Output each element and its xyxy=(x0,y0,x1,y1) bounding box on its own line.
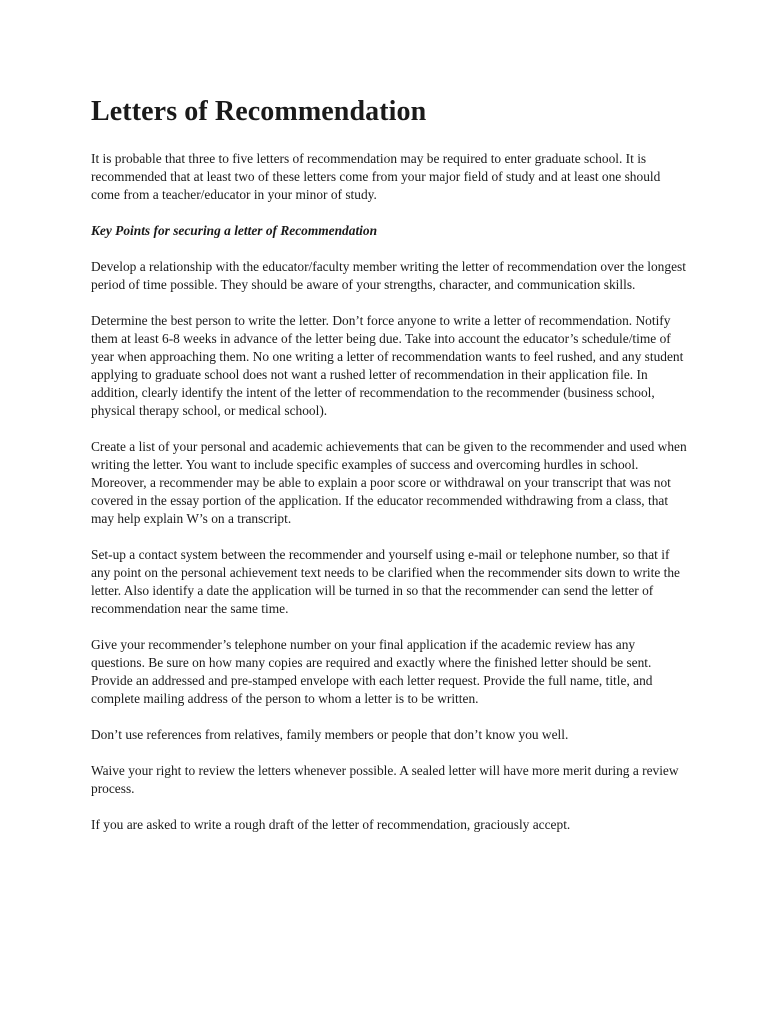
paragraph-rough-draft: If you are asked to write a rough draft of the letter of recommendation, graciously accept. xyxy=(91,817,571,832)
paragraph-waive-right: Waive your right to review the letters whenever possible. A sealed letter will have more merit during a review process. xyxy=(91,763,679,796)
paragraph-no-relatives: Don’t use references from relatives, family members or people that don’t know you well. xyxy=(91,727,569,742)
intro-paragraph: It is probable that three to five letters of recommendation may be required to enter graduate school. It is recommended that at least two of these letters come from your major field of study and at least one should come from a teacher/educator in your minor of study. xyxy=(91,151,661,202)
paragraph-achievements-list: Create a list of your personal and academic achievements that can be given to the recommender and used when writing the letter. You want to include specific examples of success and overcoming hurdles in school. Moreover, a recommender may be able to explain a poor score or withdrawal on your transcript that was not covered in the essay portion of the application. If the educator recommended withdrawing from a class, that may help explain W’s on a transcript. xyxy=(91,439,687,526)
paragraph-recommender-phone: Give your recommender’s telephone number on your final application if the academic review has any questions. Be sure on how many copies are required and exactly where the finished letter should be sent. Provide an addressed and pre-stamped envelope with each letter request. Provide the full name, title, and complete mailing address of the person to whom a letter is to be written. xyxy=(91,637,653,706)
paragraph-contact-system: Set-up a contact system between the recommender and yourself using e-mail or telephone number, so that if any point on the personal achievement text needs to be clarified when the recommender sits down to write the letter. Also identify a date the application will be turned in so that the recommender can send the letter of recommendation near the same time. xyxy=(91,547,680,616)
paragraph-relationship: Develop a relationship with the educator/faculty member writing the letter of recommendation over the longest period of time possible. They should be aware of your strengths, character, and communication skills. xyxy=(91,259,686,292)
paragraph-best-person: Determine the best person to write the letter. Don’t force anyone to write a letter of recommendation. Notify them at least 6-8 weeks in advance of the letter being due. Take into account the educator’s schedule/time of year when approaching them. No one writing a letter of recommendation wants to feel rushed, and any student applying to graduate school does not want a rushed letter of recommendation in their application file. In addition, clearly identify the intent of the letter of recommendation to the recommender (business school, physical therapy school, or medical school). xyxy=(91,313,684,418)
document-title: Letters of Recommendation xyxy=(91,96,427,127)
key-points-heading: Key Points for securing a letter of Recommendation xyxy=(91,223,378,238)
